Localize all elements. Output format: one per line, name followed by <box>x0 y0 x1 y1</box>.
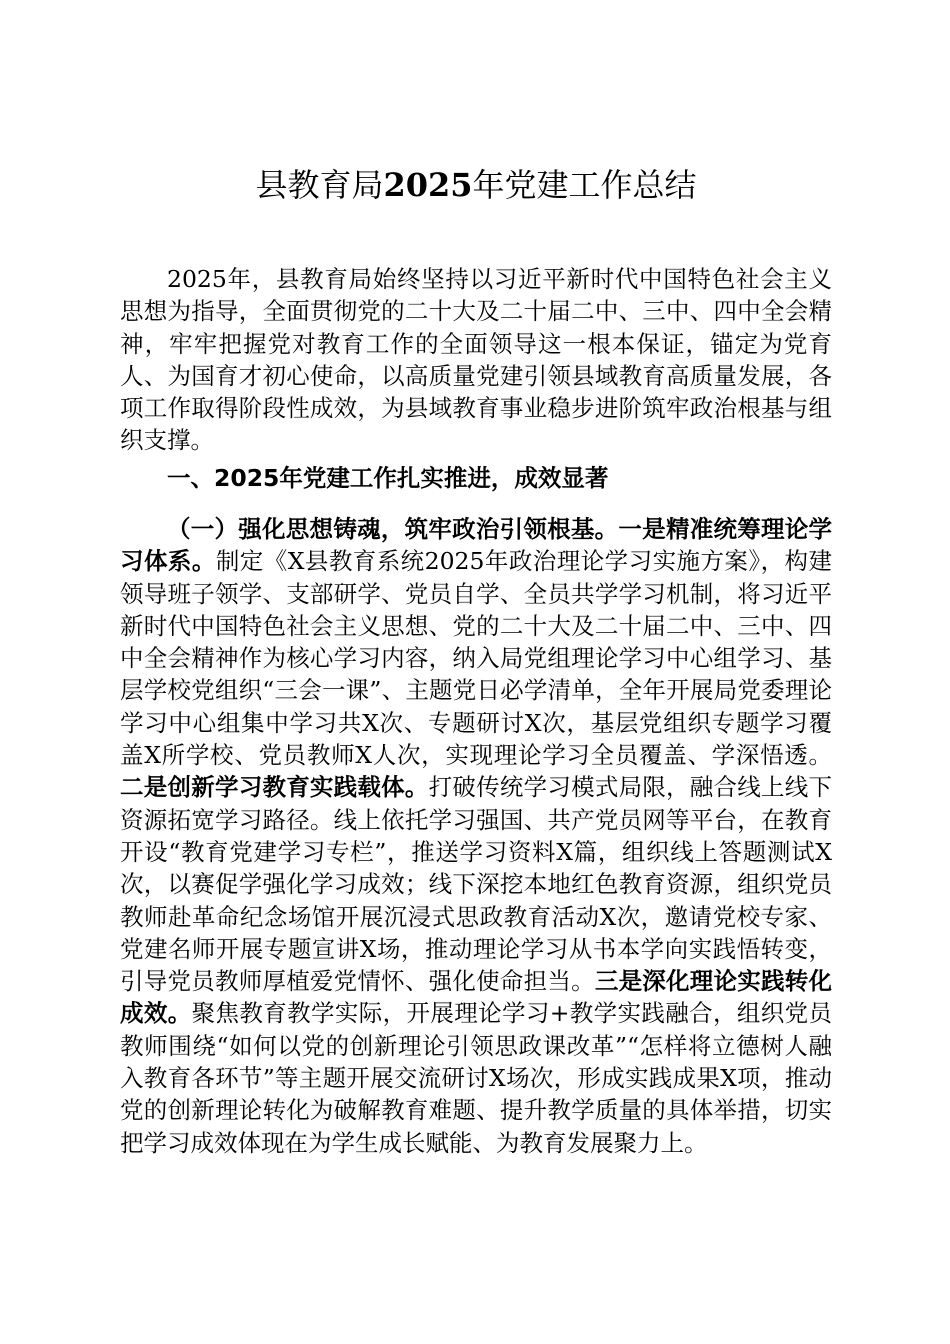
subsection-text: 制定《X县教育系统2025年政治理论学习实施方案》，构建领导班子领学、支部研学、党员自学、全员共学学习机制，将习近平新时代中国特色社会主义思想、党的二十大及二十届二中、三中、四中全会精神作为核心学习内容，纳入局党组理论学习中心组学习、基层学校党组织“三会一课”、主题党日必学清单，全年开展局党委理论学习中心组集中学习共X次、专题研讨X次，基层党组织专题学习覆盖X所学校、党员教师X人次，实现理论学习全员覆盖、学深悟透。 <box>120 547 833 770</box>
title-suffix: 年党建工作总结 <box>472 166 697 204</box>
document-title <box>120 163 832 207</box>
point-two-lead: 二是创新学习教育实践载体。 <box>120 773 429 802</box>
intro-paragraph: 2025年，县教育局始终坚持以习近平新时代中国特色社会主义思想为指导，全面贯彻党的二十大及二十届二中、三中、四中全会精神，牢牢把握党对教育工作的全面领导这一根本保证，锚定为党育人、为国育才初心使命，以高质量党建引领县域教育高质量发展，各项工作取得阶段性成效，为县域教育事业稳步进阶筑牢政治根基与组织支撑。 <box>120 265 832 455</box>
point-three-lead: 三是深化理论实践转化成效。 <box>120 967 833 1028</box>
section-heading: 一、2025年党建工作扎实推进，成效显著 <box>167 464 609 492</box>
point-two-text: 打破传统学习模式局限，融合线上线下资源拓宽学习路径。线上依托学习强国、共产党员网等平台，在教育开设“教育党建学习专栏”，推送学习资料X篇，组织线上答题测试X次，以赛促学强化学习成效；线下深挖本地红色教育资源，组织党员教师赴革命纪念场馆开展沉浸式思政教育活动X次，邀请党校专家、党建名师开展专题宣讲X场，推动理论学习从书本学向实践悟转变，引导党员教师厚植爱党情怀、强化使命担当。 <box>120 773 833 996</box>
subsection-lead: （一）强化思想铸魂，筑牢政治引领根基。一是精准统筹理论学习体系。 <box>120 515 832 576</box>
title-year: 2025 <box>383 166 473 204</box>
point-three-text: 聚焦教育教学实际，开展理论学习+教学实践融合，组织党员教师围绕“如何以党的创新理论引领思政课改革”“怎样将立德树人融入教育各环节”等主题开展交流研讨X场次，形成实践成果X项，推动党的创新理论转化为破解教育难题、提升教学质量的具体举措，切实把学习成效体现在为学生成长赋能、为教育发展聚力上。 <box>120 999 832 1157</box>
section-paragraph <box>120 513 832 1159</box>
title-prefix: 县教育局 <box>255 166 384 204</box>
